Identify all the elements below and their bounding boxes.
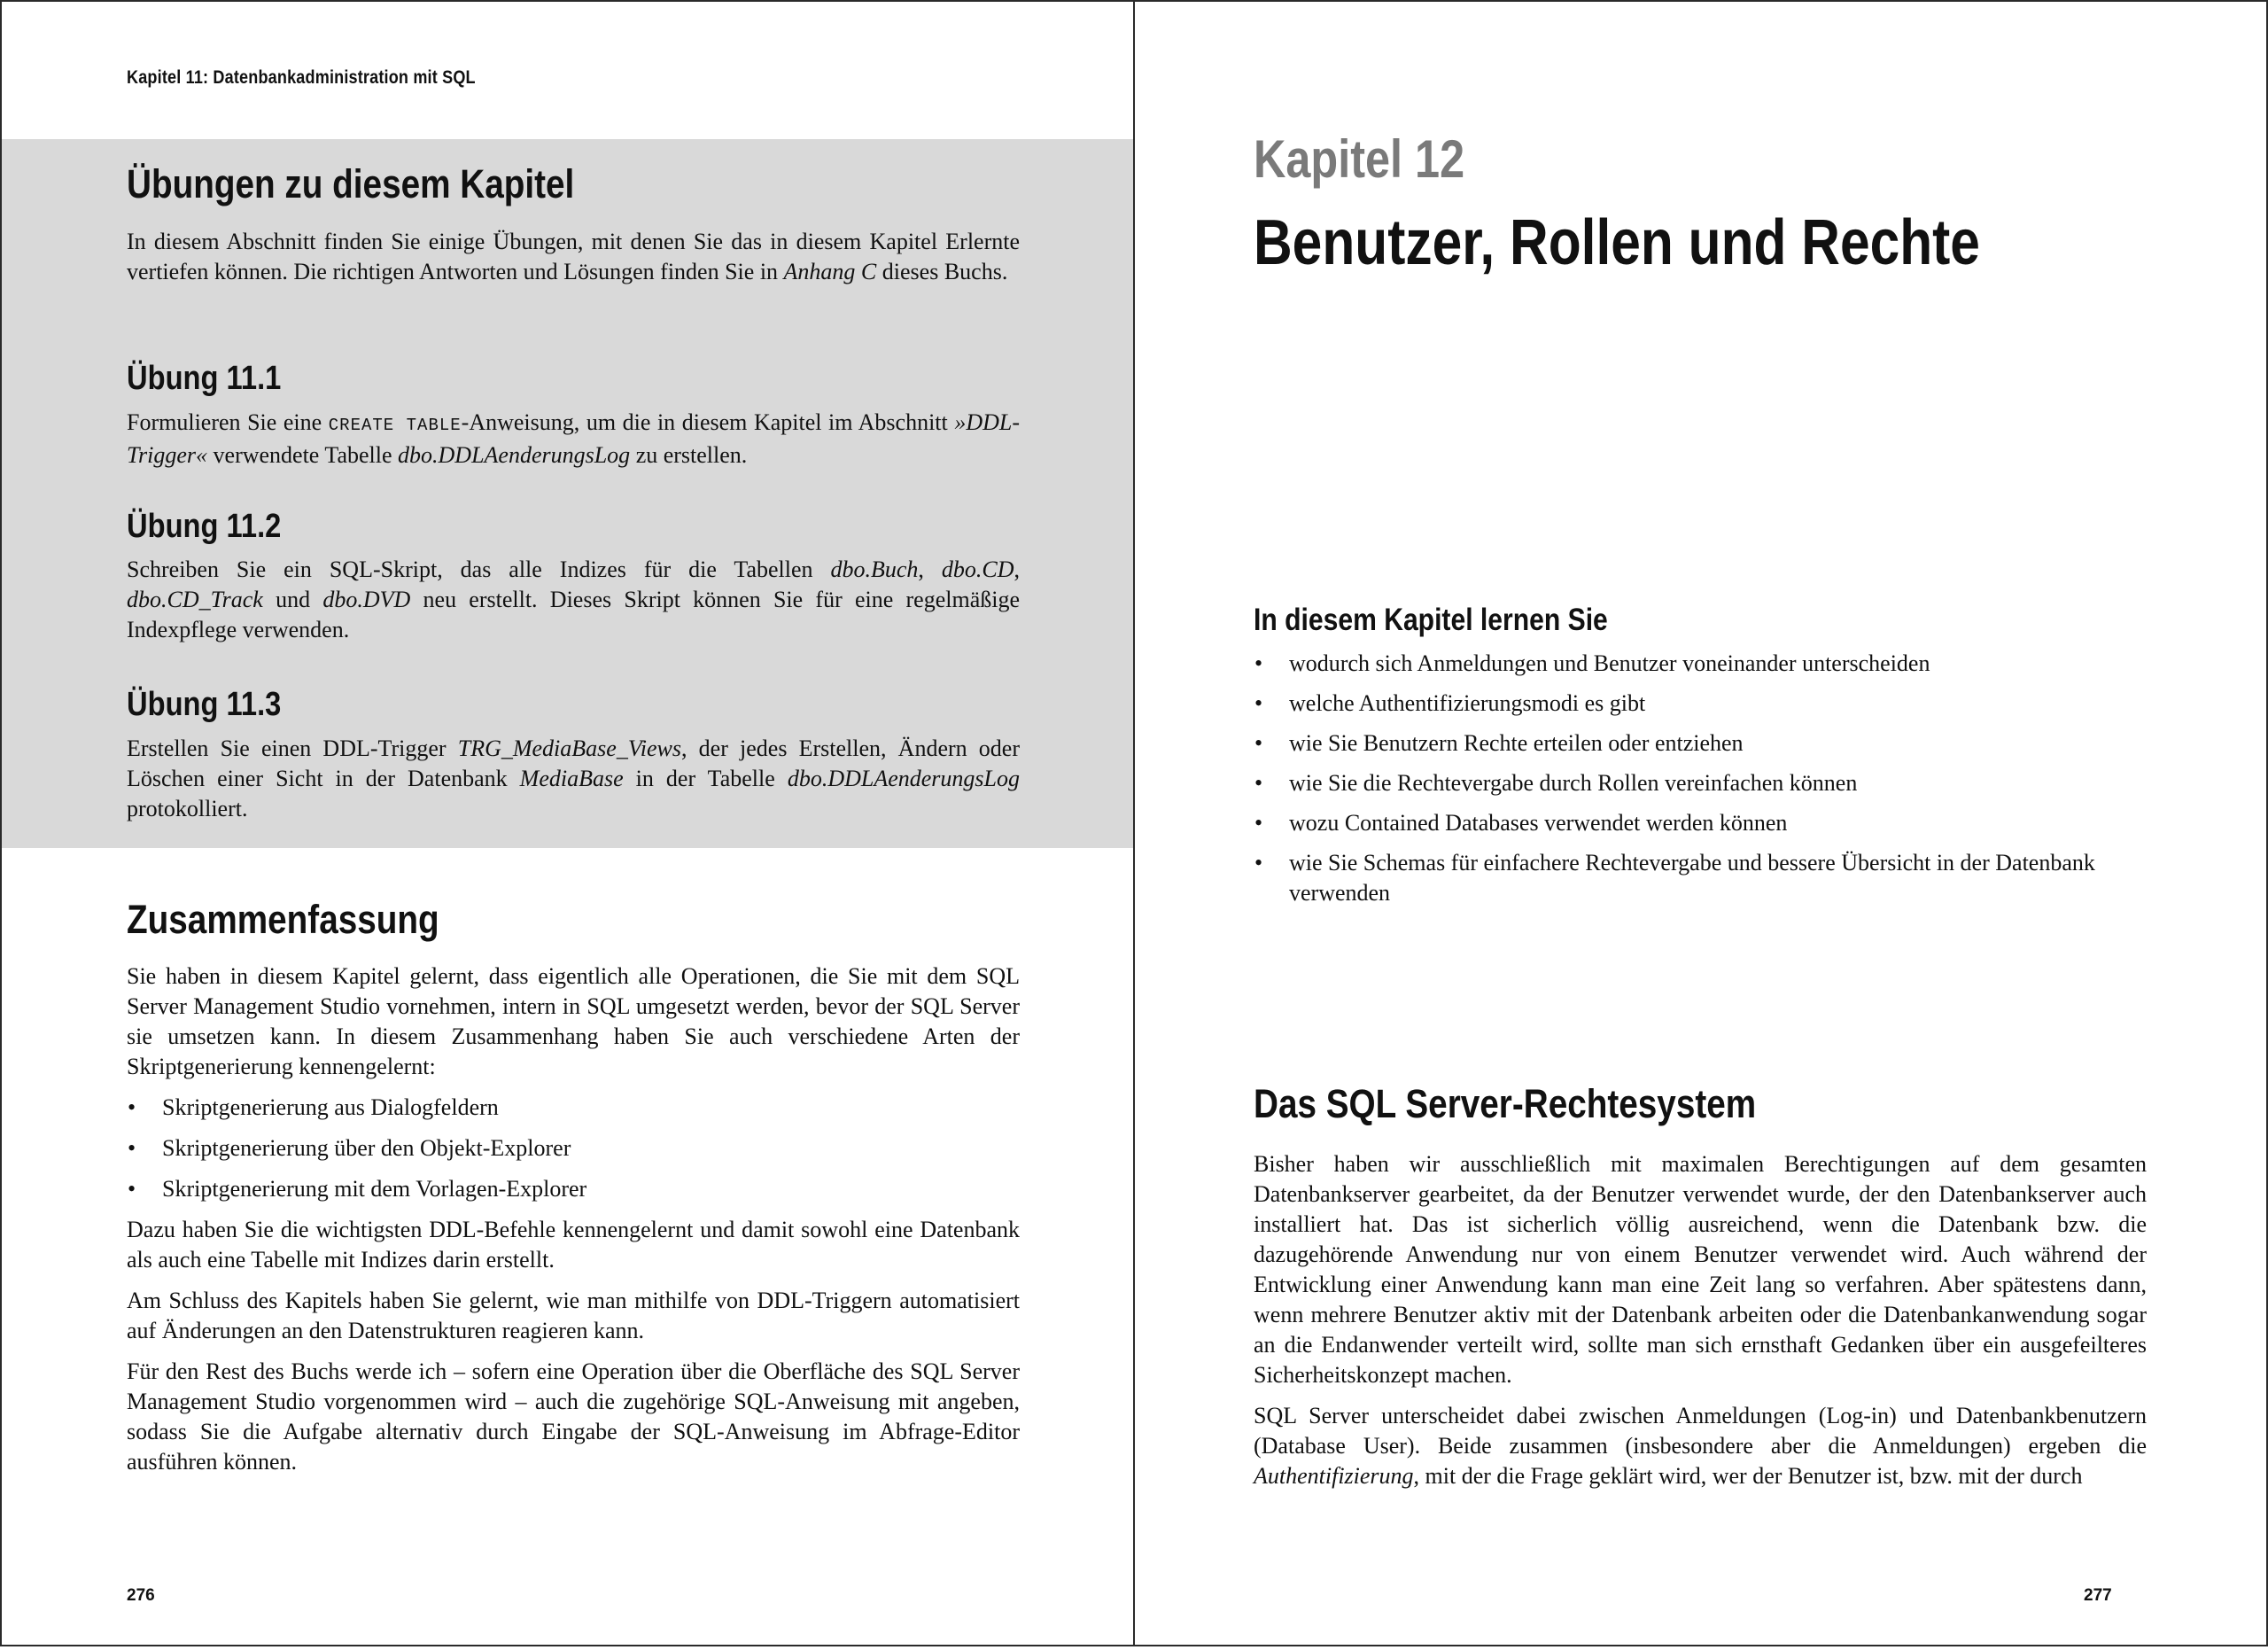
list-item-text: wodurch sich Anmeldungen und Benutzer voneinander unterscheiden xyxy=(1289,650,1930,676)
list-item-text: wie Sie Benutzern Rechte erteilen oder entziehen xyxy=(1289,730,1744,756)
page-number-right: 277 xyxy=(2084,1586,2112,1605)
intro-appendix-ref: Anhang C xyxy=(783,259,877,284)
list-item-text: welche Authentifizierungsmodi es gibt xyxy=(1289,690,1646,716)
list-item-text: wozu Contained Databases verwendet werden können xyxy=(1289,810,1788,836)
list-item-text: wie Sie Schemas für einfachere Rechtevergabe und bessere Übersicht in der Datenbank verwenden xyxy=(1289,850,2095,906)
learn-bullet-list xyxy=(1254,649,2150,918)
list-item xyxy=(127,1133,1020,1164)
ex3-table-ref: dbo.DDLAenderungsLog xyxy=(787,766,1020,791)
list-item xyxy=(1254,649,2150,679)
list-item-text: Skriptgenerierung über den Objekt-Explorer xyxy=(162,1135,571,1161)
bullet-dot: • xyxy=(1254,690,1263,716)
ex1-code: CREATE TABLE xyxy=(328,416,462,435)
chapter-label: Kapitel 12 xyxy=(1254,129,1465,189)
list-item xyxy=(127,1093,1020,1123)
ex2-table-cd-track: dbo.CD_Track xyxy=(127,587,263,612)
ex1-text-a: Formulieren Sie eine xyxy=(127,409,329,435)
bullet-dot: • xyxy=(128,1094,136,1120)
list-item-text: Skriptgenerierung mit dem Vorlagen-Explorer xyxy=(162,1176,587,1202)
running-header: Kapitel 11: Datenbankadministration mit SQL xyxy=(127,67,476,88)
ex3-trigger-name: TRG_MediaBase_Views xyxy=(457,735,681,761)
list-item xyxy=(1254,848,2150,908)
ex3-text-d: protokolliert. xyxy=(127,796,248,821)
exercise-3-text xyxy=(127,734,1020,824)
bullet-dot: • xyxy=(128,1135,136,1161)
list-item-text: Skriptgenerierung aus Dialogfeldern xyxy=(162,1094,499,1120)
exercise-1-title: Übung 11.1 xyxy=(127,360,282,397)
summary-paragraph-4: Für den Rest des Buchs werde ich – sofern eine Operation über die Oberfläche des SQL Server Management Studio vorgenommen wird – auch die zugehörige SQL-Anweisung mit angeben, sodass Sie die Aufgabe alternativ durch Eingabe der SQL-Anweisung im Abfrage-Editor ausführen können. xyxy=(127,1358,1020,1475)
list-item-text: wie Sie die Rechtevergabe durch Rollen vereinfachen können xyxy=(1289,770,1858,796)
summary-paragraph-1: Sie haben in diesem Kapitel gelernt, dass eigentlich alle Operationen, die Sie mit dem SQL Server Management Studio vornehmen, intern in SQL umgesetzt werden, bevor der SQL Server sie umsetzen kann. In diesem Zusammenhang haben Sie auch verschiedene Arten der Skriptgenerierung kennengelernt: xyxy=(127,963,1020,1079)
summary-body xyxy=(127,961,1020,1477)
bullet-dot: • xyxy=(1254,730,1263,756)
section-body xyxy=(1254,1149,2147,1491)
bullet-dot: • xyxy=(1254,650,1263,676)
ex1-text-d: zu erstellen. xyxy=(630,442,748,468)
learn-heading: In diesem Kapitel lernen Sie xyxy=(1254,603,1608,637)
ex2-sep-1: , xyxy=(918,556,942,582)
exercise-1-text xyxy=(127,408,1020,471)
bullet-dot: • xyxy=(1254,810,1263,836)
bullet-dot: • xyxy=(1254,770,1263,796)
chapter-title: Benutzer, Rollen und Rechte xyxy=(1254,207,1980,278)
ex2-sep-2: , xyxy=(1014,556,1020,582)
list-item xyxy=(1254,768,2150,798)
ex2-text-b: neu erstellt. Dieses Skript können Sie für eine regelmäßige Indexpflege verwenden. xyxy=(127,587,1021,642)
ex1-section-ref: »DDL-Trigger« xyxy=(127,409,1020,468)
summary-bullet-list xyxy=(127,1093,1020,1204)
ex2-text-a: Schreiben Sie ein SQL-Skript, das alle Indizes für die Tabellen xyxy=(127,556,831,582)
list-item xyxy=(1254,689,2150,719)
list-item xyxy=(1254,728,2150,759)
ex1-text-c: verwendete Tabelle xyxy=(207,442,399,468)
ex2-table-dvd: dbo.DVD xyxy=(322,587,411,612)
ex1-text-b: -Anweisung, um die in diesem Kapitel im Abschnitt xyxy=(461,409,955,435)
exercise-2-text xyxy=(127,555,1020,645)
ex3-text-c: in der Tabelle xyxy=(623,766,788,791)
ex1-table-ref: dbo.DDLAenderungsLog xyxy=(398,442,631,468)
exercise-2-title: Übung 11.2 xyxy=(127,508,282,545)
section-heading: Das SQL Server-Rechtesystem xyxy=(1254,1081,1757,1126)
exercises-heading: Übungen zu diesem Kapitel xyxy=(127,161,575,206)
left-page xyxy=(0,0,1135,1646)
page-number-left: 276 xyxy=(127,1586,155,1605)
exercises-intro xyxy=(127,227,1020,287)
ex3-text-a: Erstellen Sie einen DDL-Trigger xyxy=(127,735,458,761)
bullet-dot: • xyxy=(1254,850,1263,876)
ex2-sep-3: und xyxy=(262,587,323,612)
exercise-3-title: Übung 11.3 xyxy=(127,686,282,723)
section-p2-text-b: , mit der die Frage geklärt wird, wer der Benutzer ist, bzw. mit der durch xyxy=(1413,1463,2083,1489)
list-item xyxy=(127,1174,1020,1204)
summary-paragraph-2: Dazu haben Sie die wichtigsten DDL-Befehle kennengelernt und damit sowohl eine Datenbank als auch eine Tabelle mit Indizes darin erstellt. xyxy=(127,1217,1020,1273)
section-paragraph-1: Bisher haben wir ausschließlich mit maximalen Berechtigungen auf dem gesamten Datenbankserver gearbeitet, da der Benutzer verwendet wurde, der den Datenbankserver auch installiert hat. Das ist sicherlich völlig ausreichend, wenn die Datenbank bzw. die dazugehörende Anwendung nur von einem Benutzer verwendet wird. Auch während der Entwicklung einer Anwendung kann man eine Zeit lang so verfahren. Aber spätestens dann, wenn mehrere Benutzer aktiv mit der Datenbank arbeiten oder die Datenbankanwendung sogar an die Endanwender verteilt wird, sollte man sich ernsthaft Gedanken über ein ausgefeilteres Sicherheitskonzept machen. xyxy=(1254,1151,2147,1388)
section-p2-term: Authentifizierung xyxy=(1254,1463,1414,1489)
list-item xyxy=(1254,808,2150,838)
ex3-text-b: , der jedes Erstellen, Ändern oder Löschen einer Sicht in der Datenbank xyxy=(127,735,1021,791)
intro-text: In diesem Abschnitt finden Sie einige Übungen, mit denen Sie das in diesem Kapitel Erlernte vertiefen können. Die richtigen Antworten und Lösungen finden Sie in xyxy=(127,229,1020,284)
bullet-dot: • xyxy=(128,1176,136,1202)
summary-paragraph-3: Am Schluss des Kapitels haben Sie gelernt, wie man mithilfe von DDL-Triggern automatisiert auf Änderungen an den Datenstrukturen reagieren kann. xyxy=(127,1288,1020,1343)
intro-text-end: dieses Buchs. xyxy=(876,259,1008,284)
ex3-database-name: MediaBase xyxy=(519,766,624,791)
ex2-table-buch: dbo.Buch xyxy=(830,556,919,582)
summary-heading: Zusammenfassung xyxy=(127,897,439,942)
section-paragraph-2 xyxy=(1254,1401,2147,1491)
ex2-table-cd: dbo.CD xyxy=(941,556,1014,582)
section-p2-text-a: SQL Server unterscheidet dabei zwischen Anmeldungen (Log-in) und Datenbankbenutzern (Database User). Beide zusammen (insbesondere aber die Anmeldungen) ergeben die xyxy=(1254,1403,2147,1459)
right-page xyxy=(1133,0,2268,1646)
